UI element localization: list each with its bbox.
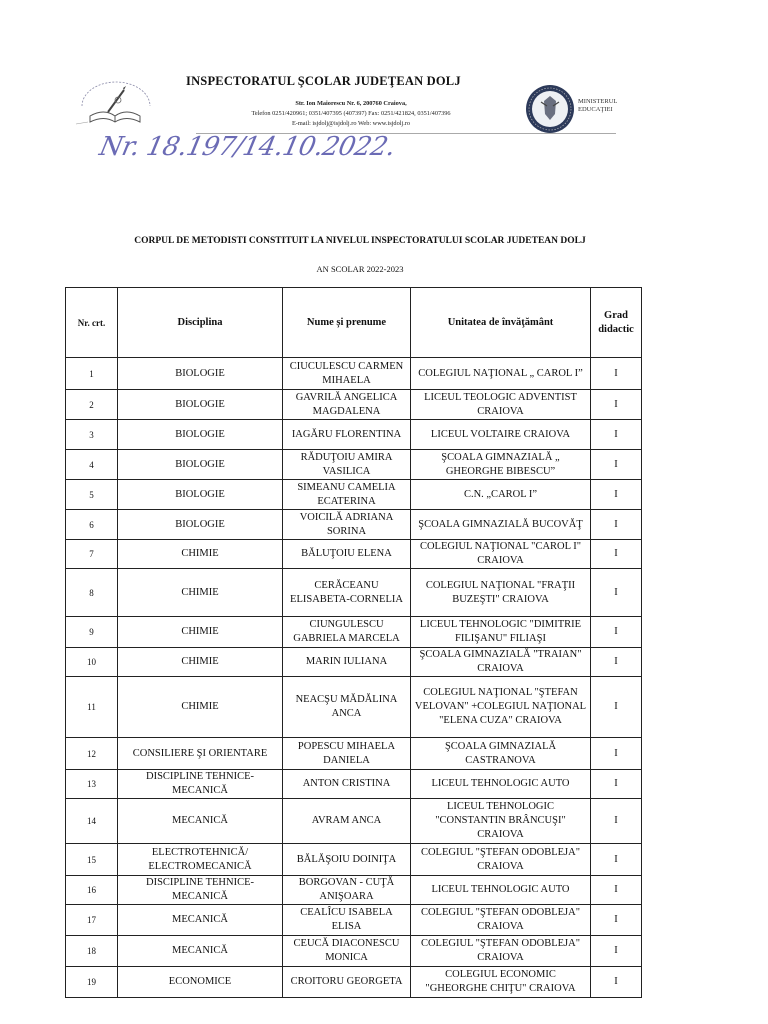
- cell-discipline: CHIMIE: [118, 677, 283, 738]
- cell-name: CEUCĂ DIACONESCU MONICA: [283, 936, 411, 967]
- col-header-grade: Grad didactic: [591, 288, 642, 358]
- institution-name: INSPECTORATUL ŞCOLAR JUDEŢEAN DOLJ: [186, 74, 461, 88]
- cell-grade: I: [591, 358, 642, 390]
- document-title: CORPUL DE METODISTI CONSTITUIT LA NIVELUL INSPECTORATULUI SCOLAR JUDETEAN DOLJ: [134, 236, 586, 246]
- cell-grade: I: [591, 967, 642, 998]
- cell-name: ANTON CRISTINA: [283, 770, 411, 799]
- institution-phones: Telefon 0251/420961; 0351/407395 (407397) Fax: 0251/421824, 0351/407396: [251, 110, 451, 117]
- table-row: [66, 967, 642, 998]
- cell-grade: I: [591, 876, 642, 905]
- ministry-label: MINISTERUL EDUCAŢIEI: [578, 98, 618, 113]
- cell-school: ŞCOALA GIMNAZIALĂ „ GHEORGHE BIBESCU”: [411, 450, 591, 480]
- cell-grade: I: [591, 420, 642, 450]
- cell-nr: 12: [66, 738, 118, 770]
- cell-nr: 11: [66, 677, 118, 738]
- cell-nr: 5: [66, 480, 118, 510]
- table-row: [66, 569, 642, 617]
- cell-nr: 4: [66, 450, 118, 480]
- cell-nr: 17: [66, 905, 118, 936]
- cell-school: COLEGIUL "ŞTEFAN ODOBLEJA" CRAIOVA: [411, 936, 591, 967]
- table-row: [66, 540, 642, 569]
- cell-grade: I: [591, 450, 642, 480]
- col-header-discipline: Disciplina: [118, 288, 283, 358]
- table-row: [66, 876, 642, 905]
- cell-name: SIMEANU CAMELIA ECATERINA: [283, 480, 411, 510]
- cell-discipline: MECANICĂ: [118, 905, 283, 936]
- cell-discipline: MECANICĂ: [118, 799, 283, 844]
- table-body: [66, 358, 642, 998]
- cell-school: COLEGIUL NAŢIONAL „ CAROL I”: [411, 358, 591, 390]
- cell-nr: 9: [66, 617, 118, 648]
- cell-grade: I: [591, 617, 642, 648]
- cell-discipline: MECANICĂ: [118, 936, 283, 967]
- cell-discipline: BIOLOGIE: [118, 390, 283, 420]
- cell-school: LICEUL TEOLOGIC ADVENTIST CRAIOVA: [411, 390, 591, 420]
- cell-school: ŞCOALA GIMNAZIALĂ CASTRANOVA: [411, 738, 591, 770]
- cell-nr: 1: [66, 358, 118, 390]
- cell-school: LICEUL TEHNOLOGIC "DIMITRIE FILIŞANU" FILIAŞI: [411, 617, 591, 648]
- cell-grade: I: [591, 936, 642, 967]
- table-row: [66, 420, 642, 450]
- cell-grade: I: [591, 569, 642, 617]
- cell-name: CIUNGULESCU GABRIELA MARCELA: [283, 617, 411, 648]
- cell-grade: I: [591, 844, 642, 876]
- cell-nr: 14: [66, 799, 118, 844]
- cell-school: COLEGIUL "ŞTEFAN ODOBLEJA" CRAIOVA: [411, 844, 591, 876]
- table-row: [66, 617, 642, 648]
- cell-school: COLEGIUL ECONOMIC "GHEORGHE CHIŢU" CRAIOVA: [411, 967, 591, 998]
- cell-school: COLEGIUL NAŢIONAL "CAROL I" CRAIOVA: [411, 540, 591, 569]
- cell-discipline: CHIMIE: [118, 617, 283, 648]
- cell-name: BORGOVAN - CUŢĂ ANIŞOARA: [283, 876, 411, 905]
- col-header-nr: Nr. crt.: [66, 288, 118, 358]
- cell-nr: 2: [66, 390, 118, 420]
- school-inspectorate-logo: [68, 72, 163, 134]
- romania-coat-of-arms-seal: [525, 84, 575, 134]
- cell-name: MARIN IULIANA: [283, 648, 411, 677]
- cell-school: LICEUL VOLTAIRE CRAIOVA: [411, 420, 591, 450]
- cell-grade: I: [591, 480, 642, 510]
- cell-name: POPESCU MIHAELA DANIELA: [283, 738, 411, 770]
- cell-school: LICEUL TEHNOLOGIC AUTO: [411, 770, 591, 799]
- cell-nr: 8: [66, 569, 118, 617]
- table-row: [66, 358, 642, 390]
- cell-name: GAVRILĂ ANGELICA MAGDALENA: [283, 390, 411, 420]
- table-row: [66, 390, 642, 420]
- cell-nr: 13: [66, 770, 118, 799]
- cell-name: CERĂCEANU ELISABETA-CORNELIA: [283, 569, 411, 617]
- cell-school: LICEUL TEHNOLOGIC AUTO: [411, 876, 591, 905]
- registration-number: Nr. 18.197/14.10.2022.: [96, 132, 398, 162]
- cell-name: AVRAM ANCA: [283, 799, 411, 844]
- cell-grade: I: [591, 738, 642, 770]
- cell-grade: I: [591, 770, 642, 799]
- table-row: [66, 450, 642, 480]
- cell-grade: I: [591, 390, 642, 420]
- cell-discipline: BIOLOGIE: [118, 510, 283, 540]
- cell-name: NEACŞU MĂDĂLINA ANCA: [283, 677, 411, 738]
- cell-nr: 16: [66, 876, 118, 905]
- cell-grade: I: [591, 905, 642, 936]
- cell-grade: I: [591, 799, 642, 844]
- cell-nr: 10: [66, 648, 118, 677]
- cell-name: CROITORU GEORGETA: [283, 967, 411, 998]
- cell-nr: 6: [66, 510, 118, 540]
- cell-nr: 7: [66, 540, 118, 569]
- cell-name: BĂLUŢOIU ELENA: [283, 540, 411, 569]
- cell-school: C.N. „CAROL I”: [411, 480, 591, 510]
- col-header-school: Unitatea de învăţământ: [411, 288, 591, 358]
- table-row: [66, 677, 642, 738]
- school-year: AN SCOLAR 2022-2023: [316, 264, 404, 274]
- cell-school: ŞCOALA GIMNAZIALĂ "TRAIAN" CRAIOVA: [411, 648, 591, 677]
- institution-contact: E-mail: isjdolj@isjdolj.ro Web: www.isjdolj.ro: [291, 120, 411, 127]
- cell-school: COLEGIUL "ŞTEFAN ODOBLEJA" CRAIOVA: [411, 905, 591, 936]
- cell-discipline: BIOLOGIE: [118, 480, 283, 510]
- table-row: [66, 480, 642, 510]
- cell-discipline: ELECTROTEHNICĂ/ ELECTROMECANICĂ: [118, 844, 283, 876]
- cell-name: VOICILĂ ADRIANA SORINA: [283, 510, 411, 540]
- cell-nr: 15: [66, 844, 118, 876]
- cell-discipline: CHIMIE: [118, 648, 283, 677]
- table-row: [66, 905, 642, 936]
- methodists-table: [65, 287, 642, 998]
- cell-discipline: DISCIPLINE TEHNICE-MECANICĂ: [118, 770, 283, 799]
- cell-nr: 18: [66, 936, 118, 967]
- cell-name: CEALÎCU ISABELA ELISA: [283, 905, 411, 936]
- cell-grade: I: [591, 677, 642, 738]
- col-header-name: Nume și prenume: [283, 288, 411, 358]
- cell-discipline: CHIMIE: [118, 540, 283, 569]
- cell-name: IAGĂRU FLORENTINA: [283, 420, 411, 450]
- cell-discipline: DISCIPLINE TEHNICE-MECANICĂ: [118, 876, 283, 905]
- cell-nr: 19: [66, 967, 118, 998]
- institution-address: Str. Ion Maiorescu Nr. 6, 200760 Craiova,: [295, 100, 407, 107]
- cell-school: ŞCOALA GIMNAZIALĂ BUCOVĂŢ: [411, 510, 591, 540]
- cell-name: BĂLĂŞOIU DOINIŢA: [283, 844, 411, 876]
- cell-grade: I: [591, 510, 642, 540]
- table-row: [66, 936, 642, 967]
- cell-school: COLEGIUL NAŢIONAL "FRAŢII BUZEŞTI" CRAIOVA: [411, 569, 591, 617]
- cell-name: RĂDUŢOIU AMIRA VASILICA: [283, 450, 411, 480]
- cell-discipline: BIOLOGIE: [118, 450, 283, 480]
- cell-discipline: BIOLOGIE: [118, 358, 283, 390]
- table-row: [66, 510, 642, 540]
- cell-discipline: ECONOMICE: [118, 967, 283, 998]
- table-row: [66, 648, 642, 677]
- cell-nr: 3: [66, 420, 118, 450]
- cell-grade: I: [591, 540, 642, 569]
- table-row: [66, 844, 642, 876]
- cell-school: LICEUL TEHNOLOGIC "CONSTANTIN BRÂNCUŞI" CRAIOVA: [411, 799, 591, 844]
- cell-discipline: BIOLOGIE: [118, 420, 283, 450]
- cell-discipline: CHIMIE: [118, 569, 283, 617]
- cell-discipline: CONSILIERE ŞI ORIENTARE: [118, 738, 283, 770]
- table-header-row: [66, 288, 642, 358]
- cell-grade: I: [591, 648, 642, 677]
- cell-name: CIUCULESCU CARMEN MIHAELA: [283, 358, 411, 390]
- table-row: [66, 738, 642, 770]
- cell-school: COLEGIUL NAŢIONAL "ŞTEFAN VELOVAN" +COLEGIUL NAŢIONAL "ELENA CUZA" CRAIOVA: [411, 677, 591, 738]
- table-row: [66, 770, 642, 799]
- table-row: [66, 799, 642, 844]
